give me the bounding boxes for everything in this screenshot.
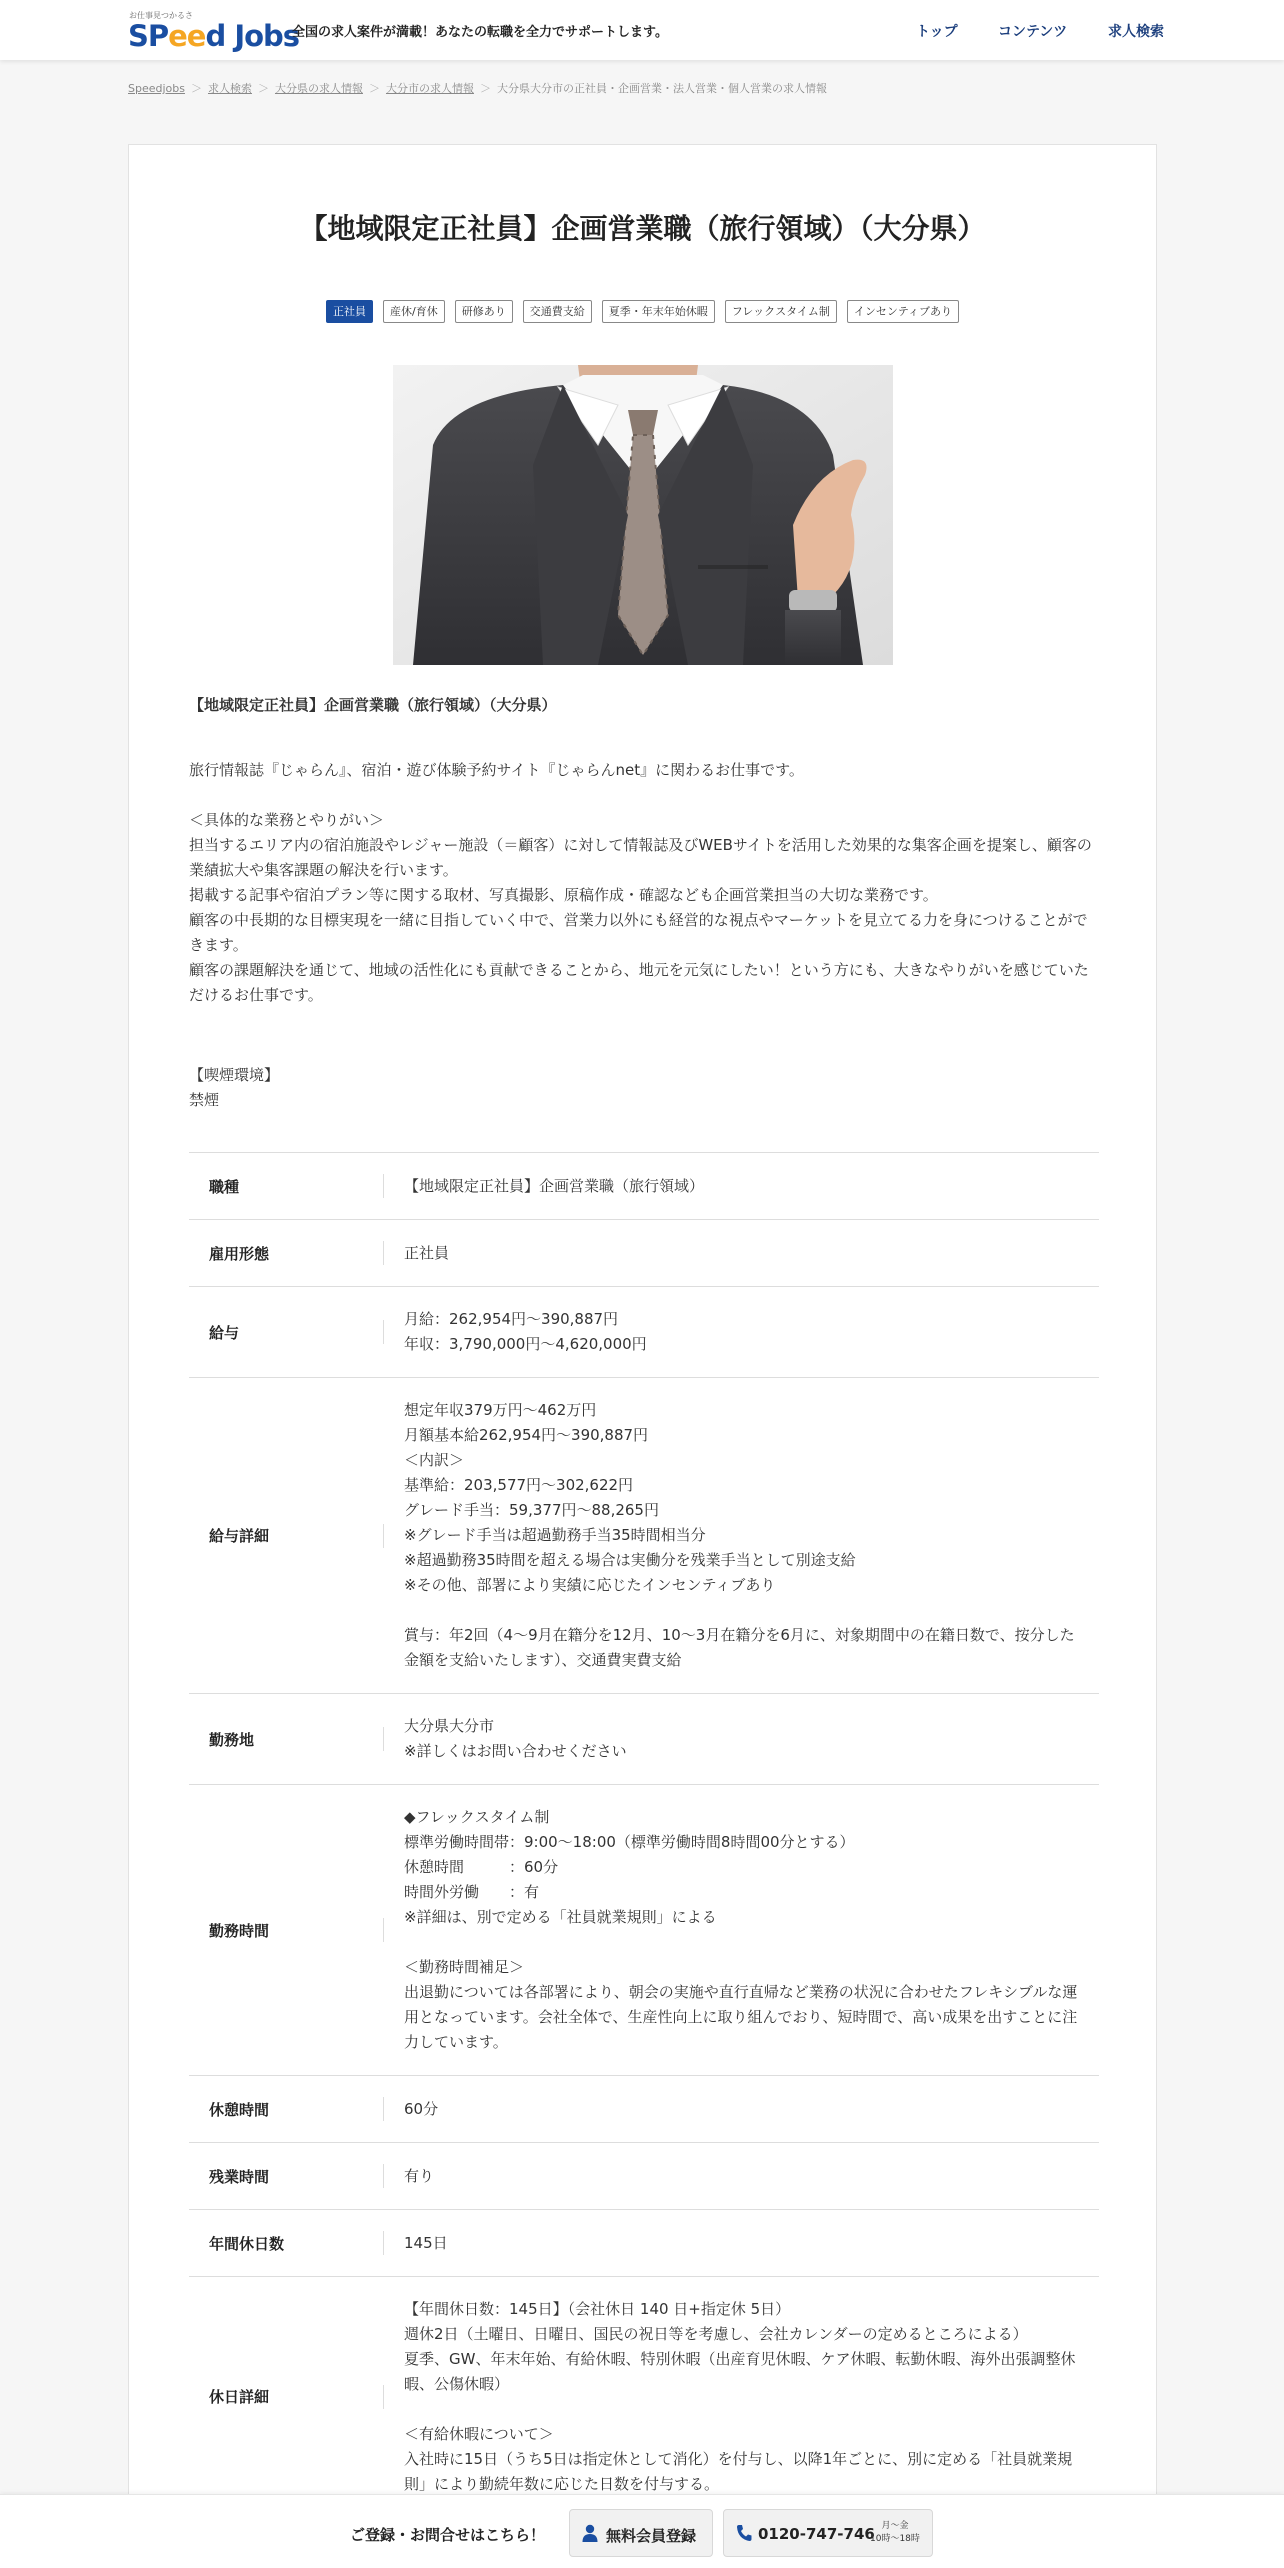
nav-top[interactable]: トップ xyxy=(916,24,958,40)
table-row xyxy=(189,1694,1099,1785)
site-logo[interactable] xyxy=(128,8,300,53)
phone-button[interactable] xyxy=(723,2509,933,2557)
business-hours-days: 月～金 xyxy=(881,2521,909,2531)
breadcrumb xyxy=(128,80,827,96)
row-value-salary: 月給：262,954円～390,887円 年収：3,790,000円～4,620,000円 xyxy=(404,1310,647,1353)
table-row xyxy=(189,1153,1099,1220)
header-tagline: 全国の求人案件が満載！あなたの転職を全力でサポートします。 xyxy=(292,25,668,40)
tag-employment-type: 正社員 xyxy=(326,300,373,323)
row-value-working-hours: ◆フレックスタイム制 標準労働時間帯：9:00～18:00（標準労働時間8時間00分とする） 休憩時間 ：60分 時間外労働 ：有 ※詳細は、別で定める「社員就業規則」による ＜勤務時間補足＞ 出退勤については各部署により、朝会の実施や直行直帰など業務の状況に合わせたフレキシブルな運用となっています。会社全体で、生産性向上に取り組んでおり、短時間で、高い成果を出すことに注力しています。 xyxy=(404,1808,1078,2051)
row-label-holiday-details: 休日詳細 xyxy=(189,2277,384,2516)
job-photo xyxy=(393,365,893,665)
business-hours xyxy=(870,2520,920,2546)
breadcrumb-separator: ＞ xyxy=(190,82,202,95)
row-value-overtime: 有り xyxy=(404,2167,435,2185)
table-row xyxy=(189,1785,1099,2076)
breadcrumb-current: 大分県大分市の正社員・企画営業・法人営業・個人営業の求人情報 xyxy=(496,82,827,95)
phone-icon xyxy=(736,2524,752,2542)
job-title: 【地域限定正社員】企画営業職（旅行領域）（大分県） xyxy=(299,212,986,245)
logo-tagline-small: お仕事見つかるさ xyxy=(129,11,193,20)
table-row xyxy=(189,2143,1099,2210)
breadcrumb-city[interactable]: 大分市の求人情報 xyxy=(385,82,474,95)
row-label-overtime: 残業時間 xyxy=(189,2143,384,2209)
row-label-employment-type: 雇用形態 xyxy=(189,1220,384,1286)
nav-job-search[interactable]: 求人検索 xyxy=(1108,24,1164,40)
job-tags xyxy=(129,300,1156,323)
job-description-body: 旅行情報誌『じゃらん』、宿泊・遊び体験予約サイト『じゃらんnet』に関わるお仕事です。 ＜具体的な業務とやりがい＞ 担当するエリア内の宿泊施設やレジャー施設（＝顧客）に対して情報誌及びWEBサイトを活用した効果的な集客企画を提案し、顧客の業績拡大や集客課題の解決を行います。 掲載する記事や宿泊プラン等に関する取材、写真撮影、原稿作成・確認なども企画営業担当の大切な業務です。 顧客の中長期的な目標実現を一緒に目指していく中で、営業力以外にも経営的な視点やマーケットを見立てる力を身につけることができます。 顧客の課題解決を通じて、地域の活性化にも貢献できることから、地元を元気にしたい！という方にも、大きなやりがいを感じていただけるお仕事です。 xyxy=(189,761,1092,1004)
nav-contents[interactable]: コンテンツ xyxy=(998,24,1068,40)
breadcrumb-prefecture[interactable]: 大分県の求人情報 xyxy=(274,82,363,95)
table-row xyxy=(189,2076,1099,2143)
row-value-annual-holidays: 145日 xyxy=(404,2234,448,2252)
row-label-working-hours: 勤務時間 xyxy=(189,1785,384,2075)
business-hours-time: 10時～18時 xyxy=(870,2534,920,2544)
tag-flextime: フレックスタイム制 xyxy=(725,300,837,323)
footer-prompt: ご登録・お問合せはこちら！ xyxy=(350,2526,546,2544)
table-row xyxy=(189,1287,1099,1378)
row-label-salary: 給与 xyxy=(189,1287,384,1377)
tag-incentive: インセンティブあり xyxy=(847,300,959,323)
register-button-label: 無料会員登録 xyxy=(606,2527,697,2545)
table-row xyxy=(189,1378,1099,1694)
row-label-break-time: 休憩時間 xyxy=(189,2076,384,2142)
breadcrumb-separator: ＞ xyxy=(368,82,380,95)
businessman-suit-image xyxy=(393,365,893,665)
row-value-salary-details: 想定年収379万円～462万円 月額基本給262,954円～390,887円 ＜内訳＞ 基準給：203,577円～302,622円 グレード手当：59,377円～88,265円 ※グレード手当は超過勤務手当35時間相当分 ※超過勤務35時間を超える場合は実働分を残業手当として別途支給 ※その他、部署により実績に応じたインセンティブあり 賞与：年2回（4～9月在籍分を12月、10～3月在籍分を6月に、対象期間中の在籍日数で、按分した金額を支給いたします）、交通費実費支給 xyxy=(404,1401,1075,1669)
table-row xyxy=(189,2210,1099,2277)
row-label-job-type: 職種 xyxy=(189,1153,384,1219)
tag-holidays: 夏季・年末年始休暇 xyxy=(602,300,715,323)
row-label-salary-details: 給与詳細 xyxy=(189,1378,384,1693)
row-label-work-location: 勤務地 xyxy=(189,1694,384,1784)
job-info-table xyxy=(189,1152,1099,2517)
smoking-environment: 【喫煙環境】 禁煙 xyxy=(189,1066,280,1109)
breadcrumb-separator: ＞ xyxy=(257,82,269,95)
row-label-annual-holidays: 年間休日数 xyxy=(189,2210,384,2276)
contact-footer-bar xyxy=(0,2494,1284,2568)
breadcrumb-job-search[interactable]: 求人検索 xyxy=(207,82,252,95)
row-value-work-location: 大分県大分市 ※詳しくはお問い合わせください xyxy=(404,1717,627,1760)
table-row xyxy=(189,1220,1099,1287)
breadcrumb-home[interactable]: Speedjobs xyxy=(128,82,185,95)
row-value-break-time: 60分 xyxy=(404,2100,439,2118)
site-header xyxy=(0,0,1284,60)
breadcrumb-separator: ＞ xyxy=(479,82,491,95)
phone-number: 0120-747-746 xyxy=(758,2525,875,2543)
logo-wordmark: SPeed Jobs xyxy=(128,19,300,53)
table-row xyxy=(189,2277,1099,2517)
job-detail-card xyxy=(128,144,1157,2568)
job-description-title: 【地域限定正社員】企画営業職（旅行領域）（大分県） xyxy=(189,696,557,714)
row-value-employment-type: 正社員 xyxy=(404,1244,450,1262)
register-button[interactable] xyxy=(569,2509,713,2557)
tag-transport-allowance: 交通費支給 xyxy=(523,300,592,323)
tag-training: 研修あり xyxy=(455,300,513,323)
row-value-holiday-details: 【年間休日数：145日】（会社休日 140 日+指定休 5日） 週休2日（土曜日、日曜日、国民の祝日等を考慮し、会社カレンダーの定めるところによる） 夏季、GW、年末年始、有給休暇、特別休暇（出産育児休暇、ケア休暇、転勤休暇、海外出張調整休暇、公傷休暇） ＜有給休暇について＞ 入社時に15日（うち5日は指定休として消化）を付与し、以降1年ごとに、別に定める「社員就業規則」により勤続年数に応じた日数を付与する。 xyxy=(404,2300,1076,2493)
tag-maternity-leave: 産休/育休 xyxy=(383,300,445,323)
user-icon xyxy=(582,2524,598,2542)
row-value-job-type: 【地域限定正社員】企画営業職（旅行領域） xyxy=(404,1177,705,1195)
